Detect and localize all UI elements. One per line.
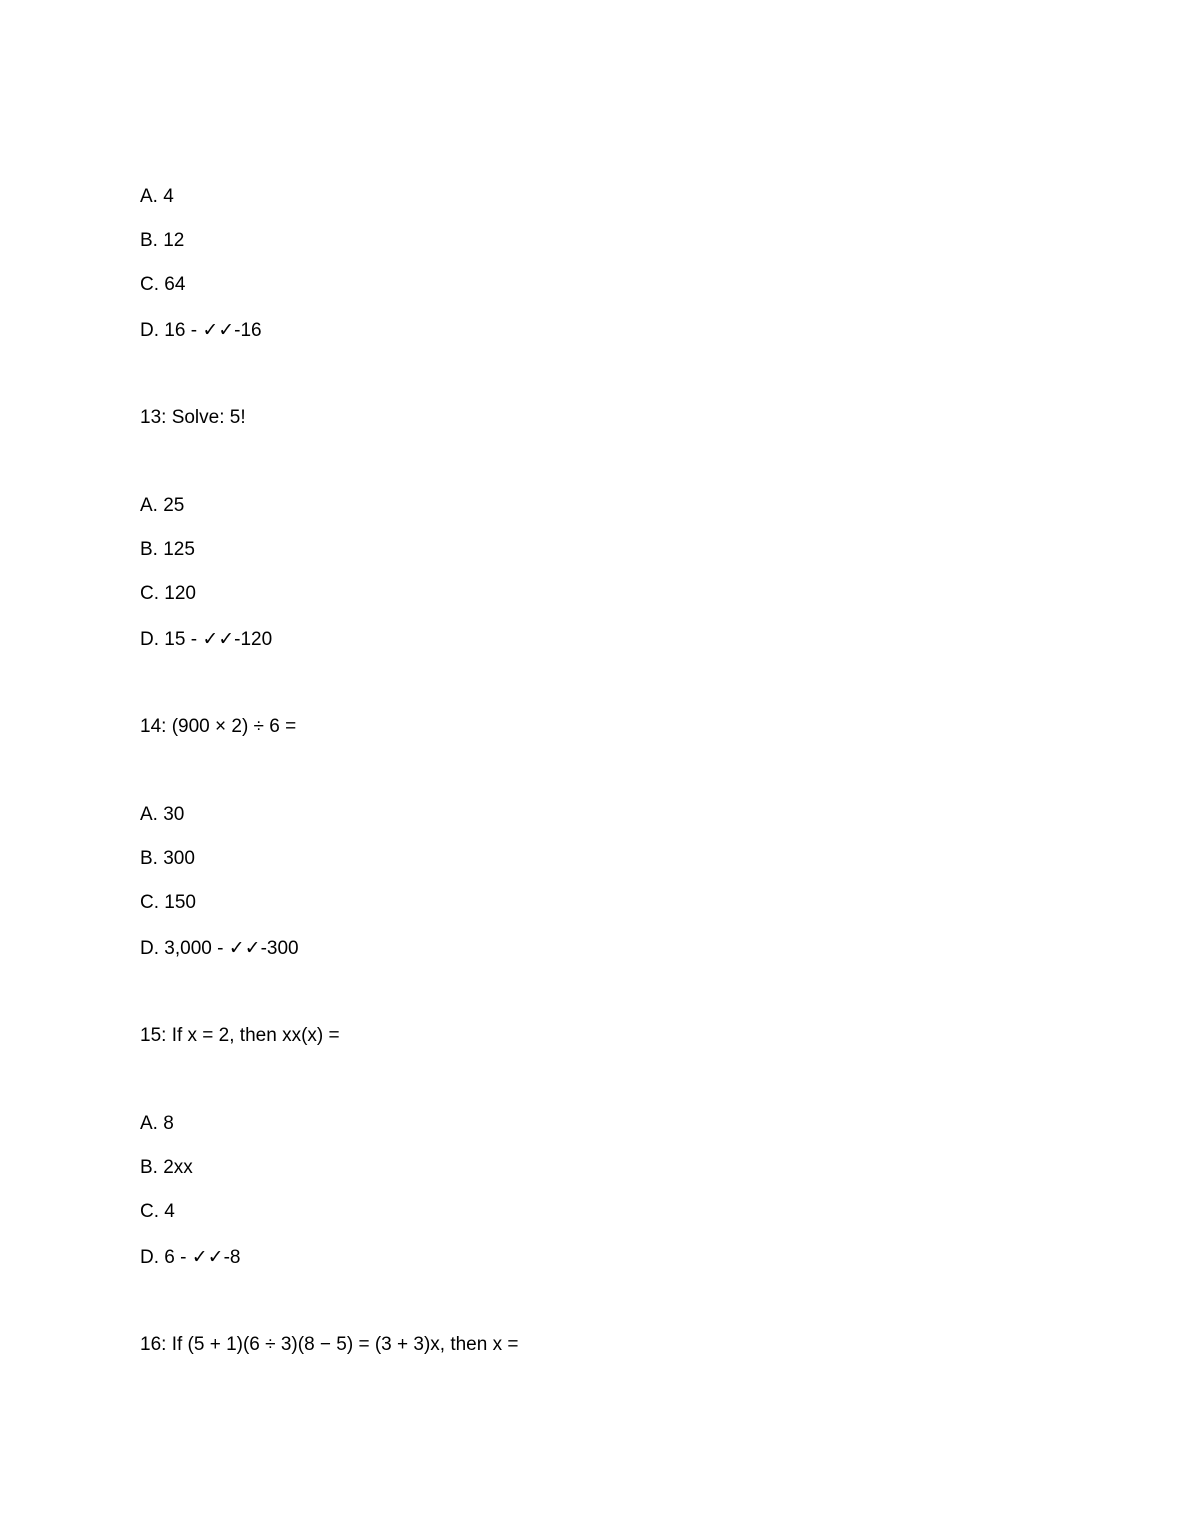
option-c: C. 120 <box>140 583 196 604</box>
checkmark-icon: ✓✓ <box>202 628 235 650</box>
question-16: 16: If (5 + 1)(6 ÷ 3)(8 − 5) = (3 + 3)x, then x = <box>140 1334 519 1355</box>
option-c: C. 4 <box>140 1201 175 1222</box>
question-15: 15: If x = 2, then xx(x) = <box>140 1025 340 1046</box>
option-c: C. 150 <box>140 892 196 913</box>
checkmark-icon: ✓✓ <box>228 937 261 959</box>
option-b: B. 125 <box>140 539 195 560</box>
option-a: A. 4 <box>140 186 174 207</box>
answer-note: -120 <box>234 629 273 650</box>
checkmark-icon: ✓✓ <box>202 319 235 341</box>
question-13: 13: Solve: 5! <box>140 407 246 428</box>
checkmark-icon: ✓✓ <box>191 1246 224 1268</box>
option-a: A. 25 <box>140 495 185 516</box>
option-b: B. 2xx <box>140 1157 193 1178</box>
option-a: A. 30 <box>140 804 185 825</box>
option-d: D. 6 - ✓✓-8 <box>140 1246 241 1268</box>
option-b: B. 300 <box>140 848 195 869</box>
option-c: C. 64 <box>140 274 186 295</box>
option-d: D. 16 - ✓✓-16 <box>140 319 262 341</box>
option-a: A. 8 <box>140 1113 174 1134</box>
answer-note: -16 <box>234 320 262 341</box>
answer-note: -300 <box>260 938 299 959</box>
option-d: D. 15 - ✓✓-120 <box>140 628 273 650</box>
option-d: D. 3,000 - ✓✓-300 <box>140 937 299 959</box>
answer-note: -8 <box>223 1247 241 1268</box>
question-14: 14: (900 × 2) ÷ 6 = <box>140 716 297 737</box>
option-b: B. 12 <box>140 230 185 251</box>
